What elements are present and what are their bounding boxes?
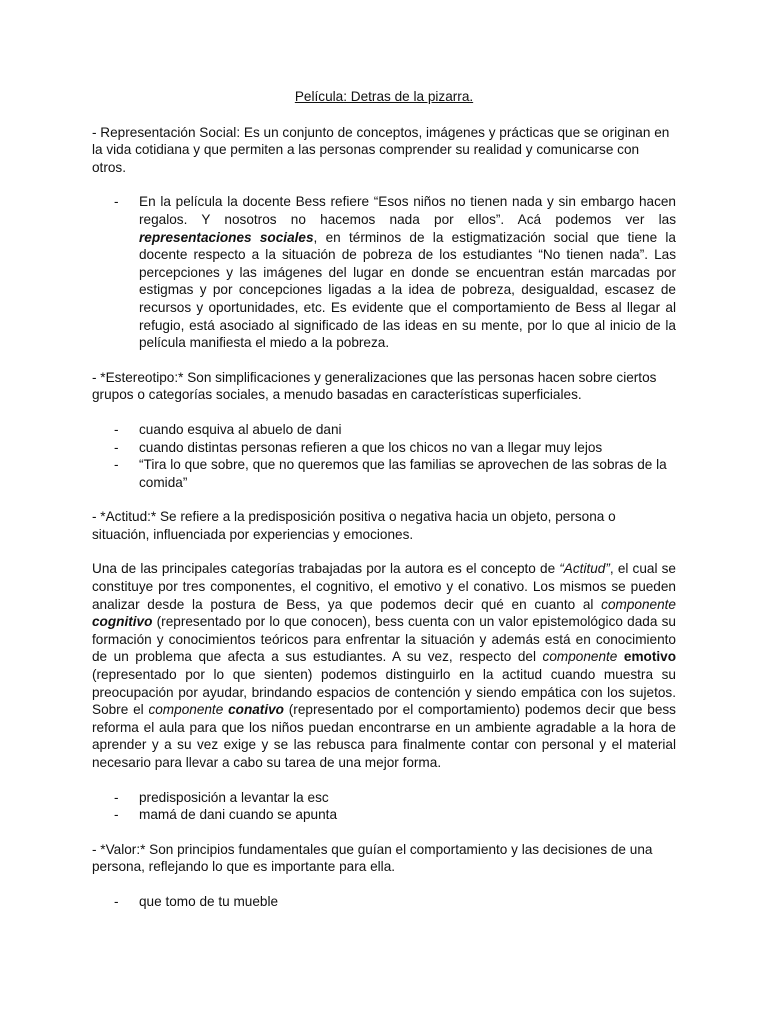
document-title: Película: Detras de la pizarra.: [294, 89, 474, 104]
list-item-text: que tomo de tu mueble: [139, 893, 279, 909]
list-bullet: -: [114, 893, 119, 909]
section-intro-representacion: - Representación Social: Es un conjunto de conceptos, imágenes y prácticas que se originan en la vida cotidiana y que permiten a las personas comprender su realidad y comunicarse con otros.: [92, 124, 670, 175]
list-item-text: cuando distintas personas refieren a que los chicos no van a llegar muy lejos: [139, 439, 603, 455]
emphasis-term: conativo: [228, 702, 284, 718]
actitud-list: [92, 789, 676, 824]
list-item-text: predisposición a levantar la esc: [139, 789, 329, 805]
estereotipo-list: [92, 421, 676, 491]
list-bullet: -: [114, 421, 119, 437]
list-bullet: -: [114, 439, 119, 455]
list-item: [92, 456, 676, 491]
list-item-text: mamá de dani cuando se apunta: [139, 807, 338, 823]
list-item: [92, 806, 676, 824]
list-item-text: “Tira lo que sobre, que no queremos que las familias se aprovechen de las sobras de la comida”: [139, 457, 667, 490]
list-item-text: cuando esquiva al abuelo de dani: [139, 421, 342, 437]
list-bullet: -: [114, 807, 119, 823]
list-item: [92, 439, 676, 457]
list-bullet: -: [114, 789, 119, 805]
actitud-paragraph: Una de las principales categorías trabajadas por la autora es el concepto de “Actitud”, el cual se constituye por tres componentes, el cognitivo, el emotivo y el conativo. Los mismos se pueden analizar desde la postura de Bess, ya que podemos decir qué en cuanto al componente cognitivo (representado por lo que conocen), bess cuenta con un valor epistemológico dada su formación y conocimientos teóricos para enfrentar la situación y además está en conocimiento de un problema que afecta a sus estudiantes. A su vez, respecto del componente emotivo (representado por lo que sienten) podemos distinguirlo en la actitud cuando muestra su preocupación por ayudar, brindando espacios de contención y siendo empática con los sujetos. Sobre el componente conativo (representado por el comportamiento) podemos decir que bess reforma el aula para que los niños puedan encontrarse en un ambiente agradable a la hora de aprender y a su vez exige y se las rebusca para finalmente contar con personal y el material necesario para llevar a cabo su tarea de una mejor forma.: [92, 561, 677, 770]
list-item: [92, 421, 676, 439]
section-intro-actitud: - *Actitud:* Se refiere a la predisposición positiva o negativa hacia un objeto, persona o situación, influenciada por experiencias y emociones.: [92, 509, 616, 542]
representacion-list: [92, 193, 676, 351]
list-item-text: En la película la docente Bess refiere “Esos niños no tienen nada y sin embargo hacen regalos. Y nosotros no hacemos nada por ellos”. Acá podemos ver las representaciones sociales, en términos de la estigmatización social que tiene la docente respecto a la situación de pobreza de los estudiantes “No tienen nada”. Las percepciones y las imágenes del lugar en donde se encuentran están marcadas por estigmas y por concepciones ligadas a la idea de pobreza, desigualdad, escasez de recursos y oportunidades, etc. Es evidente que el comportamiento de Bess al llegar al refugio, está asociado al significado de las ideas en su mente, por lo que al inicio de la película manifiesta el miedo a la pobreza.: [139, 194, 676, 351]
emphasis-term: emotivo: [623, 649, 677, 665]
list-bullet: -: [114, 457, 119, 473]
section-intro-valor: - *Valor:* Son principios fundamentales que guían el comportamiento y las decisiones de una persona, reflejando lo que es importante para ella.: [92, 841, 653, 875]
section-intro-estereotipo: - *Estereotipo:* Son simplificaciones y generalizaciones que las personas hacen sobre ciertos grupos o categorías sociales, a menudo basadas en características superficiales.: [92, 369, 657, 403]
valor-list: [92, 893, 676, 911]
list-item: [92, 893, 676, 911]
list-item: [92, 193, 676, 351]
emphasis-term: cognitivo: [92, 614, 153, 630]
emphasis-term: representaciones sociales: [139, 229, 314, 245]
list-bullet: -: [114, 194, 119, 210]
list-item: [92, 789, 676, 807]
